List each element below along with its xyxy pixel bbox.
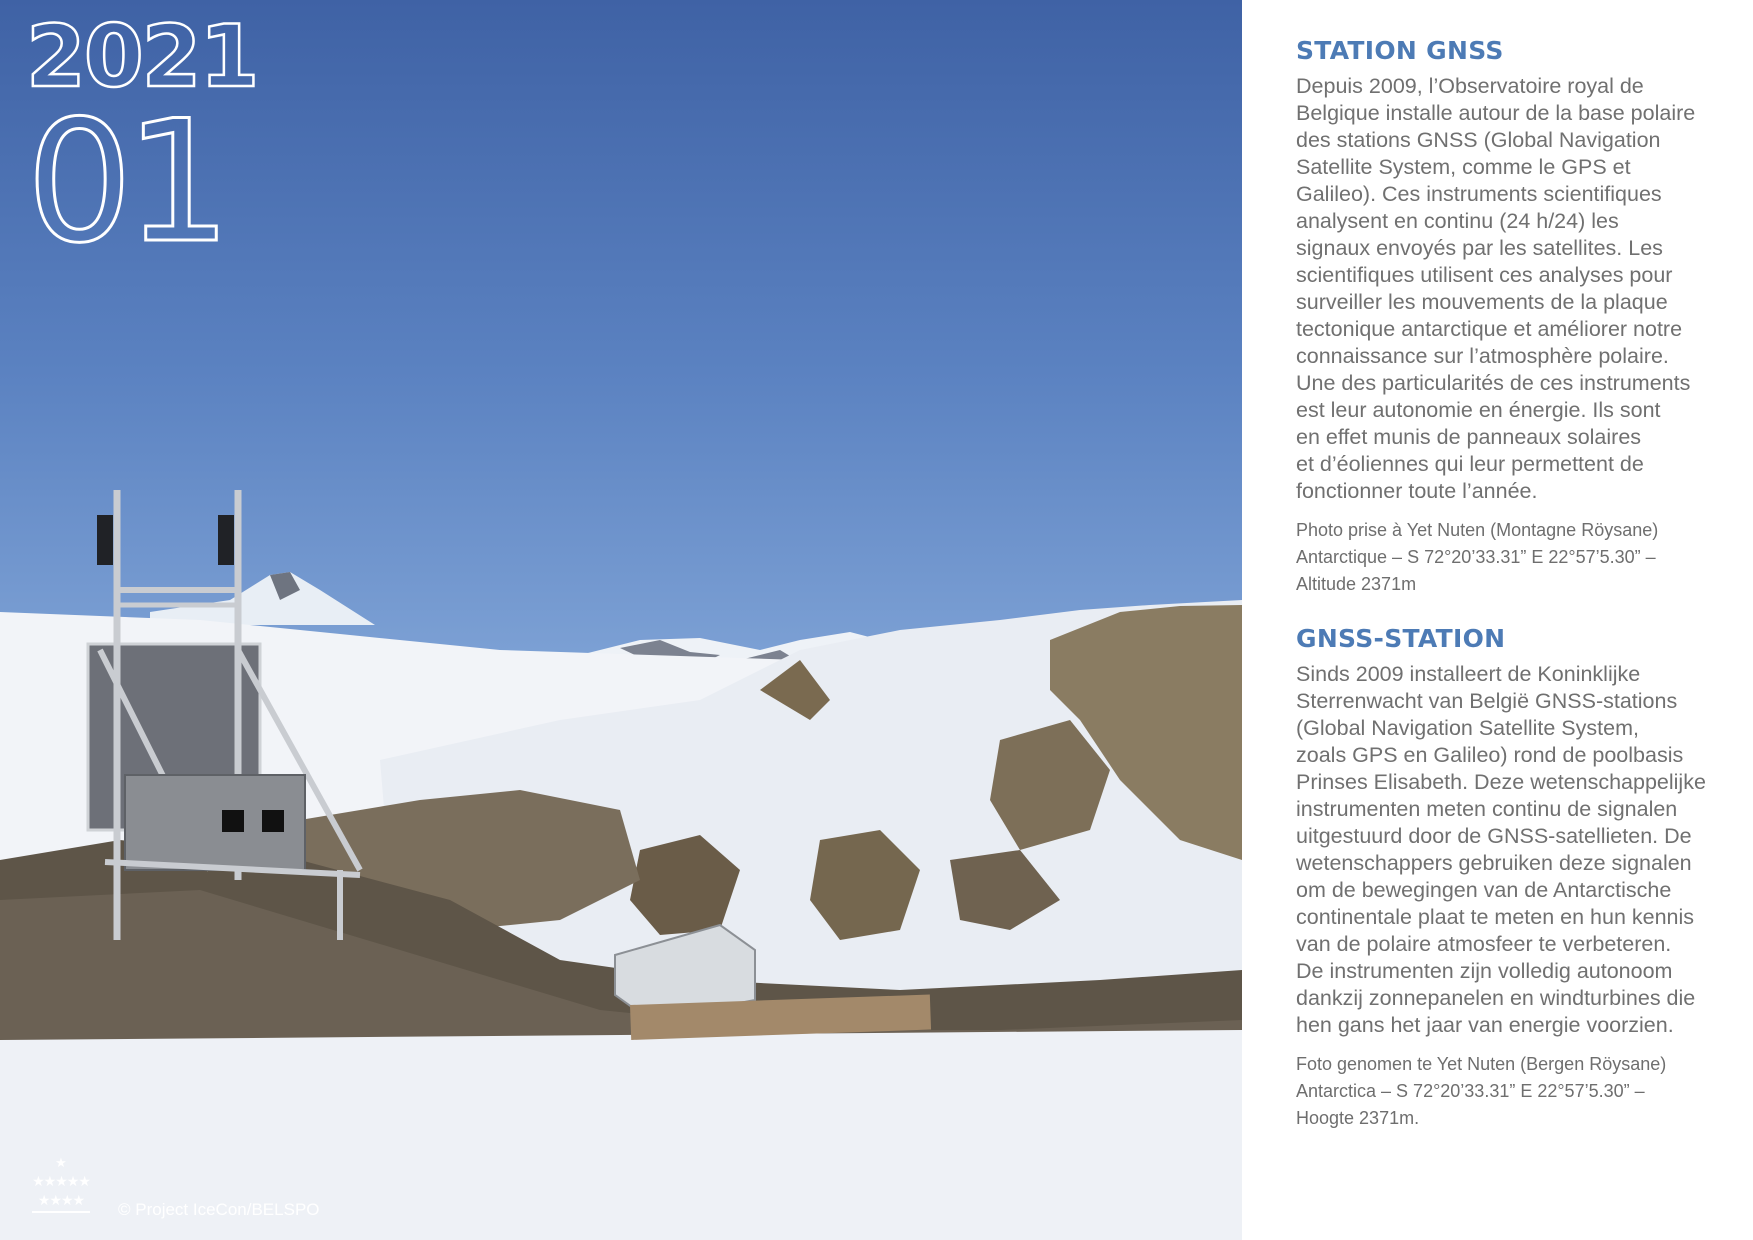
section-body: Sinds 2009 installeert de Koninklijke Sterrenwacht van België GNSS-stations (Global Navigation Satellite System, zoals GPS en Galileo) rond de poolbasis Prinses Elisabeth. Deze wetenschappelijke instrumenten meten continu de signalen uitgestuurd door de GNSS-satellieten. De wetenschappers gebruiken deze signalen om de bewegingen van de Antarctische continentale plaat te meten en hun kennis van de polaire atmosfeer te verbeteren. De instrumenten zijn volledig autonoom dankzij zonnepanelen en windturbines die hen gans het jaar van energie voorzien. — [1296, 662, 1706, 1037]
section-title: STATION GNSS — [1296, 36, 1504, 65]
description-panel — [1296, 36, 1726, 1132]
photo-caption: Foto genomen te Yet Nuten (Bergen Röysane) Antarctica – S 72°20’33.31” E 22°57’5.30” – Hoogte 2371m. — [1296, 1054, 1667, 1128]
calendar-month: 01 — [26, 84, 224, 280]
photo-caption: Photo prise à Yet Nuten (Montagne Röysane) Antarctique – S 72°20’33.31” E 22°57’5.30” – Altitude 2371m — [1296, 520, 1659, 594]
svg-text:★★★★: ★★★★ — [37, 1193, 85, 1209]
eu-stars-logo-icon — [22, 1156, 100, 1216]
section-dutch — [1296, 624, 1726, 1132]
section-french — [1296, 36, 1726, 598]
section-body: Depuis 2009, l’Observatoire royal de Belgique installe autour de la base polaire des stations GNSS (Global Navigation Satellite System, comme le GPS et Galileo). Ces instruments scientifiques analysent en continu (24 h/24) les signaux envoyés par les satellites. Les scientifiques utilisent ces analyses pour surveiller les mouvements de la plaque tectonique antarctique et améliorer notre connaissance sur l’atmosphère polaire. Une des particularités de ces instruments est leur autonomie en énergie. Ils sont en effet munis de panneaux solaires et d’éoliennes qui leur permettent de fonctionner toute l’année. — [1296, 74, 1696, 503]
svg-text:★★★★★: ★★★★★ — [32, 1174, 90, 1190]
section-title: GNSS-STATION — [1296, 624, 1506, 653]
calendar-year: 2021 — [26, 7, 258, 107]
photo-copyright: © Project IceCon/BELSPO — [118, 1200, 320, 1219]
svg-text:★: ★ — [55, 1156, 67, 1171]
